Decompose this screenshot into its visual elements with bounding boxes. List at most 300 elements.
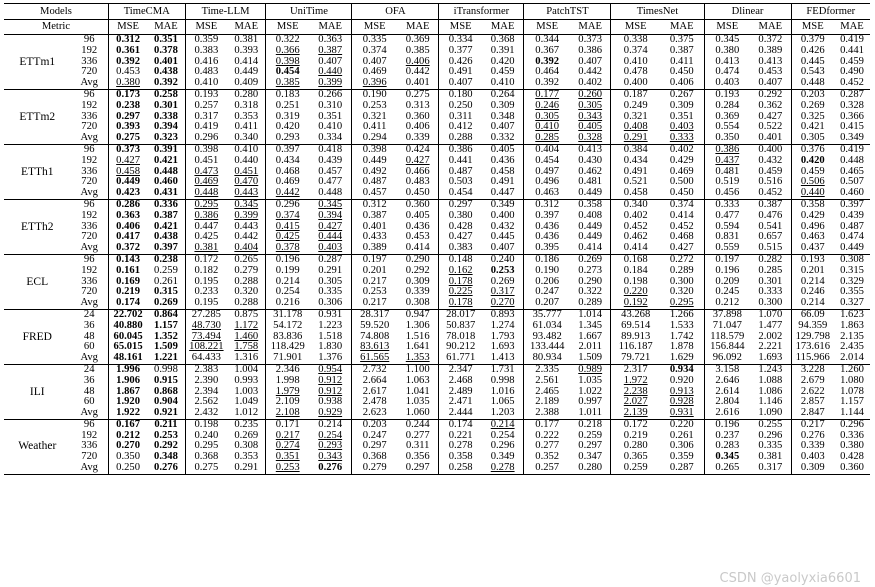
value-cell: 0.291: [623, 133, 648, 144]
value-cell: 0.297: [439, 199, 482, 210]
value-cell: 0.173: [108, 89, 147, 100]
value-cell: 0.478: [623, 67, 648, 78]
value-cell: 0.218: [570, 419, 611, 430]
value-cell: 0.325: [800, 111, 825, 122]
value-cell: 1.016: [482, 387, 524, 398]
value-cell: 0.491: [623, 166, 648, 177]
value-cell: 0.222: [535, 430, 560, 441]
value-cell: 1.516: [397, 332, 439, 343]
horizon-cell: Avg: [71, 188, 109, 199]
value-cell: 0.401: [397, 78, 439, 89]
value-cell: 0.282: [750, 254, 791, 265]
value-cell: 0.477: [715, 210, 740, 221]
value-cell: 0.500: [660, 177, 704, 188]
value-cell: 0.413: [750, 57, 791, 68]
table-row: [4, 431, 870, 442]
value-cell: 0.450: [660, 188, 704, 199]
table-row: [4, 57, 870, 68]
value-cell: 0.441: [448, 155, 473, 166]
value-cell: 0.408: [623, 122, 648, 133]
value-cell: 1.509: [147, 342, 185, 353]
horizon-cell: 336: [71, 112, 109, 123]
value-cell: 0.312: [352, 199, 397, 210]
value-cell: 0.387: [750, 199, 791, 210]
value-cell: 0.438: [147, 232, 185, 243]
value-cell: 0.384: [611, 144, 660, 155]
value-cell: 0.177: [524, 89, 570, 100]
value-cell: 0.998: [147, 364, 185, 375]
value-cell: 0.414: [227, 57, 266, 68]
value-cell: 0.421: [147, 156, 185, 167]
value-cell: 0.254: [275, 287, 300, 298]
horizon-cell: 48: [71, 332, 109, 343]
horizon-cell: 720: [71, 452, 109, 463]
value-cell: 0.380: [840, 441, 864, 452]
value-cell: 0.305: [800, 133, 825, 144]
value-cell: 0.286: [108, 199, 147, 210]
value-cell: 0.406: [397, 57, 439, 68]
value-cell: 48.161: [113, 353, 143, 364]
value-cell: 0.381: [750, 452, 791, 463]
value-cell: 0.369: [397, 35, 439, 46]
value-cell: 0.322: [570, 287, 611, 298]
value-cell: 0.321: [362, 111, 387, 122]
value-cell: 0.190: [535, 265, 560, 276]
value-cell: 0.167: [108, 419, 147, 430]
table-row: [4, 397, 870, 408]
value-cell: 0.368: [362, 452, 387, 463]
value-cell: 0.297: [397, 463, 439, 474]
value-cell: 0.449: [570, 232, 611, 243]
value-cell: 0.407: [362, 56, 387, 67]
value-cell: 0.206: [535, 276, 560, 287]
value-cell: 0.261: [147, 277, 185, 288]
table-row: [4, 122, 870, 133]
value-cell: 0.448: [800, 78, 825, 89]
value-cell: 0.143: [108, 254, 147, 265]
value-cell: 0.491: [448, 67, 473, 78]
value-cell: 2.679: [800, 375, 825, 386]
horizon-cell: 720: [71, 122, 109, 133]
value-cell: 0.214: [482, 419, 524, 430]
value-cell: 65.015: [113, 342, 143, 353]
value-cell: 1.080: [840, 375, 864, 386]
table-row: [4, 463, 870, 474]
value-cell: 64.433: [191, 353, 221, 364]
value-cell: 0.288: [227, 298, 266, 309]
table-row: [4, 419, 870, 430]
value-cell: 0.496: [800, 221, 825, 232]
value-cell: 0.343: [570, 112, 611, 123]
value-cell: 0.277: [397, 431, 439, 442]
value-cell: 0.328: [840, 100, 864, 111]
value-cell: 0.405: [570, 122, 611, 133]
value-cell: 0.259: [147, 266, 185, 277]
value-cell: 83.836: [273, 331, 303, 342]
table-row: [4, 167, 870, 178]
value-cell: 0.449: [840, 243, 864, 254]
value-cell: 0.278: [482, 463, 524, 474]
value-cell: 0.469: [194, 177, 219, 188]
value-cell: 0.264: [482, 89, 524, 100]
value-cell: 0.300: [750, 298, 791, 309]
value-cell: 0.441: [840, 45, 864, 56]
horizon-cell: 192: [71, 156, 109, 167]
horizon-cell: Avg: [71, 463, 109, 474]
value-cell: 0.411: [660, 57, 704, 68]
value-cell: 2.614: [715, 386, 740, 397]
value-cell: 0.183: [266, 89, 309, 100]
value-cell: 0.291: [227, 463, 266, 474]
value-cell: 0.350: [715, 133, 740, 144]
value-cell: 1.376: [309, 353, 352, 364]
table-row: [4, 332, 870, 343]
table-row: [4, 112, 870, 123]
value-cell: 0.473: [194, 166, 219, 177]
value-cell: 0.193: [185, 89, 227, 100]
value-cell: 0.386: [704, 144, 750, 155]
table-row: [4, 156, 870, 167]
value-cell: 0.399: [309, 78, 352, 89]
value-cell: 0.443: [227, 188, 266, 199]
value-cell: 0.292: [750, 89, 791, 100]
value-cell: 0.387: [362, 210, 387, 221]
value-cell: 0.306: [309, 298, 352, 309]
value-cell: 0.449: [116, 177, 140, 188]
value-cell: 1.011: [570, 408, 611, 419]
value-cell: 0.431: [147, 188, 185, 199]
value-cell: 0.831: [715, 232, 740, 243]
value-cell: 1.533: [660, 321, 704, 332]
metric-mae: MAE: [227, 20, 266, 35]
metric-mae: MAE: [397, 20, 439, 35]
value-cell: 2.664: [362, 375, 387, 386]
value-cell: 0.465: [840, 166, 864, 177]
value-cell: 1.243: [750, 364, 791, 375]
value-cell: 0.416: [194, 56, 219, 67]
horizon-cell: 24: [71, 364, 109, 375]
value-cell: 0.296: [750, 431, 791, 442]
value-cell: 40.880: [113, 320, 143, 331]
value-cell: 0.351: [147, 35, 185, 46]
value-cell: 1.003: [227, 387, 266, 398]
value-cell: 1.014: [570, 309, 611, 320]
table-row: [4, 298, 870, 309]
value-cell: 0.399: [227, 211, 266, 222]
value-cell: 1.086: [750, 387, 791, 398]
value-cell: 0.541: [750, 222, 791, 233]
value-cell: 66.09: [791, 309, 834, 320]
value-cell: 0.404: [524, 144, 570, 155]
value-cell: 0.427: [309, 222, 352, 233]
value-cell: 0.405: [397, 211, 439, 222]
value-cell: 1.316: [227, 353, 266, 364]
value-cell: 0.196: [266, 254, 309, 265]
value-cell: 0.469: [660, 167, 704, 178]
value-cell: 2.002: [750, 332, 791, 343]
value-cell: 0.292: [397, 266, 439, 277]
value-cell: 0.245: [715, 287, 740, 298]
value-cell: 1.172: [227, 321, 266, 332]
metric-mse: MSE: [791, 20, 834, 35]
value-cell: 0.408: [570, 211, 611, 222]
value-cell: 43.268: [611, 309, 660, 320]
dataset-label: ILI: [4, 364, 71, 419]
metric-mse: MSE: [185, 20, 227, 35]
model-header-itransformer: iTransformer: [439, 4, 524, 20]
horizon-cell: Avg: [71, 133, 109, 144]
value-cell: 0.169: [116, 276, 140, 287]
value-cell: 0.365: [623, 452, 648, 463]
model-header-timesnet: TimesNet: [611, 4, 704, 20]
value-cell: 0.368: [194, 452, 219, 463]
value-cell: 0.311: [397, 441, 439, 452]
value-cell: 0.427: [116, 155, 140, 166]
value-cell: 1.306: [397, 321, 439, 332]
value-cell: 0.190: [352, 89, 397, 100]
value-cell: 0.456: [715, 188, 740, 199]
value-cell: 0.419: [834, 144, 870, 155]
value-cell: 0.997: [570, 397, 611, 408]
value-cell: 0.458: [482, 167, 524, 178]
value-cell: 1.157: [147, 321, 185, 332]
value-cell: 2.383: [185, 364, 227, 375]
metric-mse: MSE: [524, 20, 570, 35]
value-cell: 61.565: [360, 353, 390, 364]
value-cell: 1.352: [147, 332, 185, 343]
value-cell: 0.463: [535, 188, 560, 199]
table-row: [4, 232, 870, 243]
value-cell: 0.295: [660, 298, 704, 309]
value-cell: 0.296: [194, 133, 219, 144]
value-cell: 78.018: [446, 331, 476, 342]
metric-mae: MAE: [309, 20, 352, 35]
value-cell: 1.830: [309, 342, 352, 353]
horizon-cell: 336: [71, 222, 109, 233]
value-cell: 0.449: [570, 188, 611, 199]
value-cell: 0.297: [362, 441, 387, 452]
value-cell: 0.904: [147, 397, 185, 408]
value-cell: 0.397: [266, 144, 309, 155]
value-cell: 0.386: [194, 210, 219, 221]
value-cell: 0.197: [352, 254, 397, 265]
value-cell: 0.459: [750, 167, 791, 178]
value-cell: 0.432: [482, 222, 524, 233]
value-cell: 1.867: [116, 386, 140, 397]
value-cell: 1.035: [570, 376, 611, 387]
value-cell: 0.374: [660, 199, 704, 210]
value-cell: 0.315: [147, 287, 185, 298]
value-cell: 0.335: [309, 287, 352, 298]
value-cell: 0.193: [791, 254, 834, 265]
value-cell: 2.489: [448, 386, 473, 397]
value-cell: 0.381: [227, 35, 266, 46]
value-cell: 0.938: [309, 397, 352, 408]
value-cell: 0.352: [535, 452, 560, 463]
model-header-time-llm: Time-LLM: [185, 4, 266, 20]
value-cell: 1.100: [397, 364, 439, 375]
value-cell: 0.217: [362, 276, 387, 287]
value-cell: 0.254: [482, 431, 524, 442]
value-cell: 0.912: [309, 387, 352, 398]
value-cell: 2.732: [352, 364, 397, 375]
value-cell: 2.465: [535, 386, 560, 397]
value-cell: 0.201: [362, 265, 387, 276]
value-cell: 0.414: [660, 211, 704, 222]
table-row: [4, 452, 870, 463]
value-cell: 0.410: [309, 122, 352, 133]
value-cell: 0.311: [448, 111, 473, 122]
value-cell: 0.172: [611, 419, 660, 430]
horizon-cell: 96: [71, 89, 109, 100]
value-cell: 0.459: [840, 56, 864, 67]
value-cell: 0.367: [535, 45, 560, 56]
value-cell: 1.920: [116, 397, 140, 408]
value-cell: 0.424: [397, 144, 439, 155]
value-cell: 0.413: [570, 144, 611, 155]
value-cell: 0.322: [275, 34, 300, 45]
value-cell: 2.561: [535, 375, 560, 386]
value-cell: 50.837: [446, 320, 476, 331]
value-cell: 0.366: [840, 111, 864, 122]
value-cell: 1.629: [660, 353, 704, 364]
value-cell: 0.246: [535, 100, 560, 111]
value-cell: 0.470: [227, 177, 266, 188]
value-cell: 0.436: [535, 232, 560, 243]
value-cell: 0.339: [800, 441, 825, 452]
metric-header-row: [4, 20, 870, 35]
value-cell: 2.390: [194, 375, 219, 386]
value-cell: 0.448: [840, 155, 864, 166]
value-cell: 0.340: [227, 133, 266, 144]
value-cell: 1.022: [570, 387, 611, 398]
value-cell: 0.275: [116, 133, 140, 144]
table-row: [4, 46, 870, 57]
value-cell: 0.418: [309, 144, 352, 155]
value-cell: 1.012: [227, 408, 266, 419]
value-cell: 1.477: [750, 321, 791, 332]
value-cell: 0.253: [482, 266, 524, 277]
dataset-label: Weather: [4, 419, 71, 474]
value-cell: 0.913: [660, 387, 704, 398]
value-cell: 0.411: [362, 122, 387, 133]
value-cell: 2.471: [448, 397, 473, 408]
model-header-fedformer: FEDformer: [806, 6, 856, 17]
value-cell: 0.469: [362, 67, 387, 78]
value-cell: 54.172: [273, 320, 303, 331]
value-cell: 0.439: [840, 210, 864, 221]
value-cell: 0.398: [185, 144, 227, 155]
value-cell: 2.804: [715, 397, 740, 408]
table-row: [4, 309, 870, 320]
value-cell: 94.359: [798, 320, 828, 331]
value-cell: 0.275: [397, 89, 439, 100]
value-cell: 1.518: [309, 332, 352, 343]
value-cell: 0.289: [660, 266, 704, 277]
value-cell: 0.338: [147, 112, 185, 123]
value-cell: 0.238: [116, 100, 140, 111]
value-cell: 0.221: [448, 430, 473, 441]
value-cell: 2.623: [362, 408, 387, 419]
value-cell: 0.336: [147, 199, 185, 210]
value-cell: 1.758: [227, 342, 266, 353]
value-cell: 0.287: [834, 89, 870, 100]
value-cell: 0.360: [834, 463, 870, 474]
value-cell: 0.423: [116, 188, 140, 199]
value-cell: 0.351: [660, 112, 704, 123]
value-cell: 0.193: [704, 89, 750, 100]
value-cell: 1.667: [570, 332, 611, 343]
value-cell: 0.450: [660, 67, 704, 78]
value-cell: 115.966: [795, 353, 830, 364]
value-cell: 1.922: [116, 408, 140, 419]
horizon-cell: 336: [71, 441, 109, 452]
value-cell: 0.428: [448, 221, 473, 232]
value-cell: 0.448: [194, 188, 219, 199]
value-cell: 0.333: [704, 199, 750, 210]
value-cell: 93.482: [532, 331, 562, 342]
value-cell: 71.901: [273, 353, 303, 364]
value-cell: 0.989: [570, 364, 611, 375]
value-cell: 0.875: [227, 309, 266, 320]
value-cell: 1.203: [482, 408, 524, 419]
value-cell: 0.454: [535, 155, 560, 166]
value-cell: 27.285: [185, 309, 227, 320]
value-cell: 0.270: [482, 298, 524, 309]
horizon-cell: 192: [71, 266, 109, 277]
value-cell: 0.400: [623, 78, 648, 89]
value-cell: 0.451: [227, 167, 266, 178]
value-cell: 0.246: [800, 287, 825, 298]
value-cell: 0.453: [116, 67, 140, 78]
value-cell: 118.579: [710, 331, 745, 342]
value-cell: 0.363: [309, 35, 352, 46]
value-cell: 0.196: [704, 419, 750, 430]
value-cell: 0.269: [147, 298, 185, 309]
value-cell: 0.207: [535, 298, 560, 309]
value-cell: 2.646: [715, 375, 740, 386]
value-cell: 0.468: [660, 232, 704, 243]
horizon-cell: Avg: [71, 408, 109, 419]
value-cell: 1.065: [482, 397, 524, 408]
value-cell: 0.436: [397, 222, 439, 233]
value-cell: 0.290: [397, 254, 439, 265]
value-cell: 0.407: [750, 78, 791, 89]
value-cell: 0.469: [275, 177, 300, 188]
value-cell: 1.078: [840, 386, 864, 397]
value-cell: 0.260: [570, 89, 611, 100]
value-cell: 1.004: [227, 364, 266, 375]
value-cell: 0.452: [660, 222, 704, 233]
value-cell: 0.309: [397, 277, 439, 288]
value-cell: 0.391: [482, 46, 524, 57]
value-cell: 0.295: [185, 199, 227, 210]
value-cell: 0.481: [715, 166, 740, 177]
value-cell: 0.244: [397, 419, 439, 430]
value-cell: 48.730: [191, 320, 221, 331]
value-cell: 0.410: [194, 78, 219, 89]
value-cell: 0.459: [482, 67, 524, 78]
value-cell: 1.221: [147, 353, 185, 364]
value-cell: 2.221: [750, 342, 791, 353]
value-cell: 0.348: [482, 112, 524, 123]
value-cell: 0.393: [227, 46, 266, 57]
value-cell: 0.931: [660, 408, 704, 419]
value-cell: 0.392: [535, 78, 560, 89]
value-cell: 2.135: [840, 331, 864, 342]
dataset-label: ETTm2: [4, 89, 71, 144]
metric-mse: MSE: [352, 20, 397, 35]
